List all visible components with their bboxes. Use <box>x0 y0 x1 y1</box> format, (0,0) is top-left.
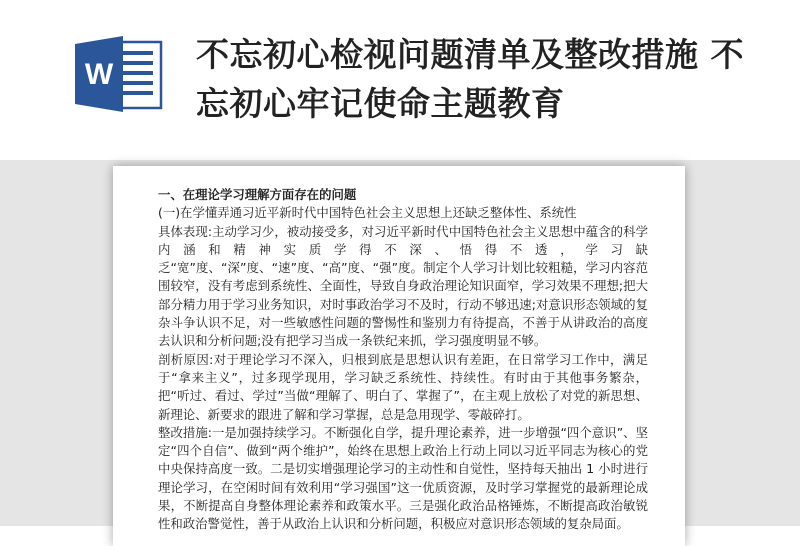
subsection-heading: (一)在学懂弄通习近平新时代中国特色社会主义思想上还缺乏整体性、系统性 <box>158 205 577 221</box>
document-page <box>113 166 685 546</box>
paragraph-performance: 具体表现:主动学习少，被动接受多，对习近平新时代中国特色社会主义思想中蕴含的科学内涵和精神实质学得不深、悟得不透，学习缺乏“宽”度、“深”度、“速”度、“高”度、“强”度。制定个人学习计划比较粗糙，学习内容范围较窄，没有考虑到系统性、全面性，导致自身政治理论知识面窄，学习效果不理想;把大部分精力用于学习业务知识，对时事政治学习不及时，行动不够迅速;对意识形态领域的复杂斗争认识不足，对一些敏感性问题的警惕性和鉴别力有待提高，不善于从讲政治的高度去认识和分析问题;没有把学习当成一条铁纪来抓，学习强度明显不够。 <box>158 223 648 349</box>
header <box>0 0 800 160</box>
word-document-icon <box>73 36 165 112</box>
paragraph-cause: 剖析原因:对于理论学习不深入，归根到底是思想认识有差距，在日常学习工作中，满足于“拿来主义”，过多现学现用，学习缺乏系统性、持续性。有时由于其他事务繁杂，把“听过、看过、学过”当做“理解了、明白了、掌握了”，在主观上放松了对党的新思想、新理论、新要求的跟进了解和学习掌握，总是急用现学、零敲碎打。 <box>158 351 648 422</box>
page-title: 不忘初心检视问题清单及整改措施 不忘初心牢记使命主题教育 <box>196 35 744 123</box>
document-content <box>158 186 648 534</box>
word-icon-letter: W <box>84 58 114 91</box>
paragraph-measures: 整改措施:一是加强持续学习。不断强化自学，提升理论素养，进一步增强“四个意识”、坚定“四个自信”、做到“两个维护”，始终在思想上政治上行动上同以习近平同志为核心的党中央保持高度一致。二是切实增强理论学习的主动性和自觉性，坚持每天抽出 1 小时进行理论学习，在空闲时间有效利用“学习强国”这一优质资源，及时学习掌握党的最新理论成果，不断提高自身整体理论素养和政策水平。三是强化政治品格锤炼，不断提高政治敏锐性和政治警觉性，善于从政治上认识和分析问题，积极应对意识形态领域的复杂局面。 <box>158 424 648 532</box>
section-heading: 一、在理论学习理解方面存在的问题 <box>158 187 357 202</box>
